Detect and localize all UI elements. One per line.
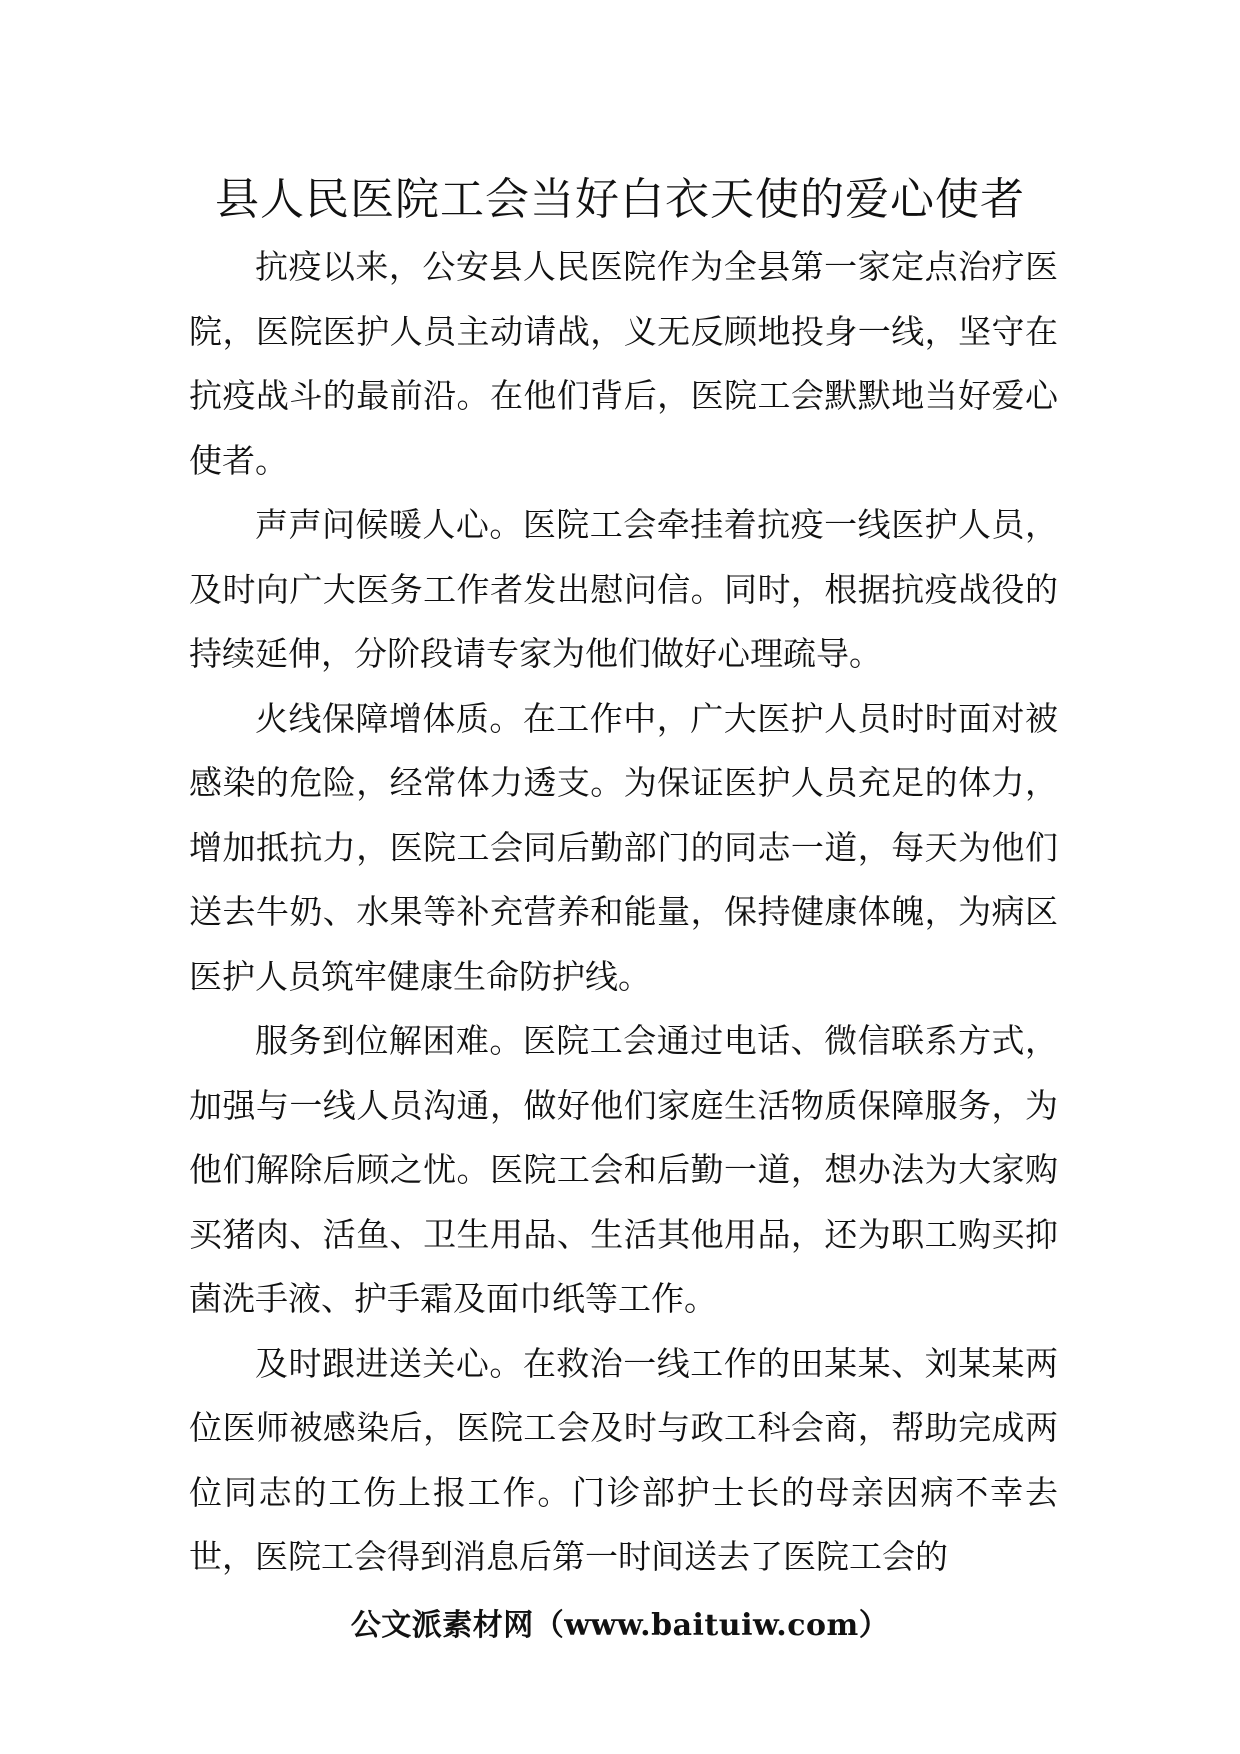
paragraph-greetings: 声声问候暖人心。医院工会牵挂着抗疫一线医护人员，及时向广大医务工作者发出慰问信。同时，根据抗疫战役的持续延伸，分阶段请专家为他们做好心理疏导。 <box>189 505 1058 673</box>
paragraph-care: 及时跟进送关心。在救治一线工作的田某某、刘某某两位医师被感染后，医院工会及时与政工科会商，帮助完成两位同志的工伤上报工作。门诊部护士长的母亲因病不幸去世，医院工会得到消息后第一时间送去了医院工会的 <box>189 1343 1058 1576</box>
paragraph-services: 服务到位解困难。医院工会通过电话、微信联系方式，加强与一线人员沟通，做好他们家庭生活物质保障服务，为他们解除后顾之忧。医院工会和后勤一道，想办法为大家购买猪肉、活鱼、卫生用品、生活其他用品，还为职工购买抑菌洗手液、护手霜及面巾纸等工作。 <box>189 1021 1058 1318</box>
document-body <box>189 235 1058 1590</box>
document-title: 县人民医院工会当好白衣天使的爱心使者 <box>215 174 1025 225</box>
source-footer: 公文派素材网（www.baituiw.com） <box>350 1608 890 1643</box>
paragraph-support: 火线保障增体质。在工作中，广大医护人员时时面对被感染的危险，经常体力透支。为保证医护人员充足的体力，增加抵抗力，医院工会同后勤部门的同志一道，每天为他们送去牛奶、水果等补充营养和能量，保持健康体魄，为病区医护人员筑牢健康生命防护线。 <box>189 698 1058 996</box>
paragraph-intro: 抗疫以来，公安县人民医院作为全县第一家定点治疗医院，医院医护人员主动请战，义无反顾地投身一线，坚守在抗疫战斗的最前沿。在他们背后，医院工会默默地当好爱心使者。 <box>189 247 1058 480</box>
